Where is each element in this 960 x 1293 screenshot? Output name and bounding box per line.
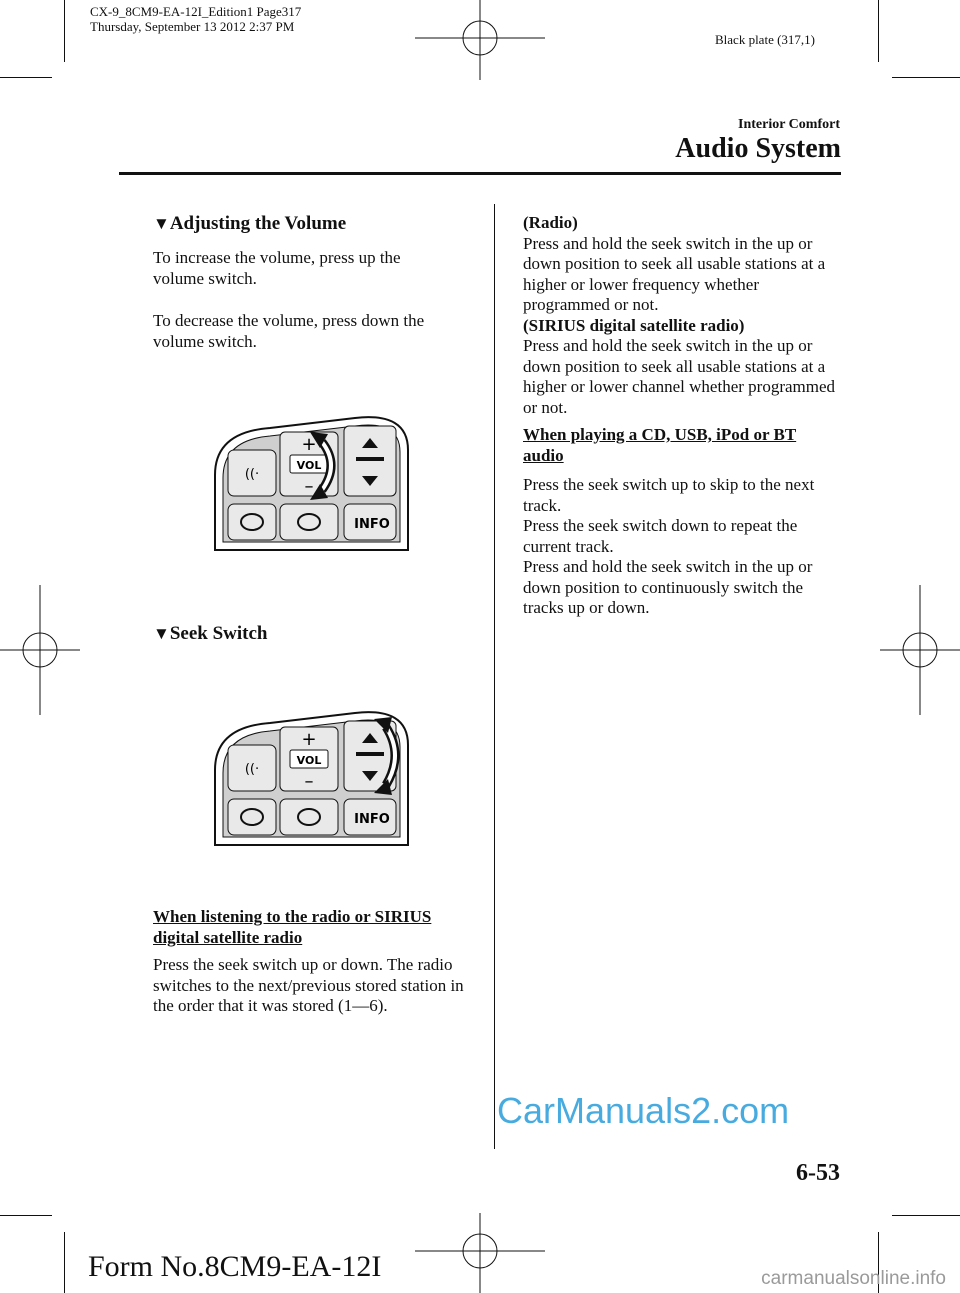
- page-number: 6-53: [796, 1160, 840, 1186]
- radio-text: Press and hold the seek switch in the up or down position to seek all usable stations at a higher or lower frequency whether programmed or not.: [523, 233, 826, 314]
- cd-line-3: Press and hold the seek switch in the up or down position to continuously switch the tracks up or down.: [523, 557, 813, 617]
- crop-mark: [0, 77, 52, 78]
- column-divider: [494, 204, 495, 1149]
- sirius-text: Press and hold the seek switch in the up or down position to seek all usable stations at a higher or lower channel whether programmed or not.: [523, 336, 836, 417]
- svg-text:–: –: [304, 771, 314, 792]
- info-label: INFO: [354, 812, 390, 827]
- svg-text:–: –: [304, 476, 314, 497]
- svg-text:+: +: [301, 729, 317, 750]
- sirius-label: (SIRIUS digital satellite radio): [523, 315, 745, 335]
- info-label: INFO: [354, 517, 390, 532]
- crop-mark: [64, 0, 65, 62]
- volume-switch-diagram: [210, 410, 415, 555]
- right-column: [523, 213, 845, 619]
- crop-mark: [0, 1215, 52, 1216]
- crop-mark: [64, 1232, 65, 1293]
- voice-icon: ((·: [244, 467, 260, 482]
- site-credit: carmanualsonline.info: [761, 1268, 946, 1289]
- registration-mark-right: [880, 585, 960, 715]
- doc-id: CX-9_8CM9-EA-12I_Edition1 Page317: [90, 4, 302, 19]
- svg-text:+: +: [301, 434, 317, 455]
- voice-icon: ((·: [244, 762, 260, 777]
- plate-label: Black plate (317,1): [715, 32, 815, 47]
- registration-mark-left: [0, 585, 80, 715]
- cd-line-2: Press the seek switch down to repeat the current track.: [523, 516, 798, 556]
- crop-mark: [878, 0, 879, 62]
- vol-label: VOL: [296, 754, 322, 767]
- header-rule: [119, 172, 841, 175]
- registration-mark-top: [415, 0, 545, 80]
- cd-line-1: Press the seek switch up to skip to the next track.: [523, 475, 815, 515]
- radio-heading: When listening to the radio or SIRIUS digital satellite radio: [153, 907, 432, 947]
- radio-label: (Radio): [523, 213, 578, 232]
- cd-heading: When playing a CD, USB, iPod or BT audio: [523, 425, 797, 465]
- section-label: Interior Comfort: [738, 117, 840, 132]
- vol-label: VOL: [296, 459, 322, 472]
- crop-mark: [892, 77, 960, 78]
- form-number: Form No.8CM9-EA-12I: [88, 1250, 382, 1283]
- registration-mark-bottom: [415, 1213, 545, 1293]
- seek-heading: ▼Seek Switch: [153, 623, 268, 644]
- triangle-bullet-icon: ▼: [153, 214, 170, 233]
- crop-mark: [892, 1215, 960, 1216]
- doc-date: Thursday, September 13 2012 2:37 PM: [90, 19, 295, 34]
- volume-heading: ▼Adjusting the Volume: [153, 213, 347, 234]
- watermark: CarManuals2.com: [497, 1090, 790, 1131]
- volume-paragraph-2: To decrease the volume, press down the volume switch.: [153, 311, 425, 351]
- page-title: Audio System: [675, 133, 841, 164]
- triangle-bullet-icon: ▼: [153, 624, 170, 643]
- seek-switch-diagram: [210, 705, 415, 850]
- radio-paragraph: Press the seek switch up or down. The radio switches to the next/previous stored station in the order that it was stored (1―6).: [153, 955, 464, 1015]
- volume-paragraph-1: To increase the volume, press up the volume switch.: [153, 248, 401, 288]
